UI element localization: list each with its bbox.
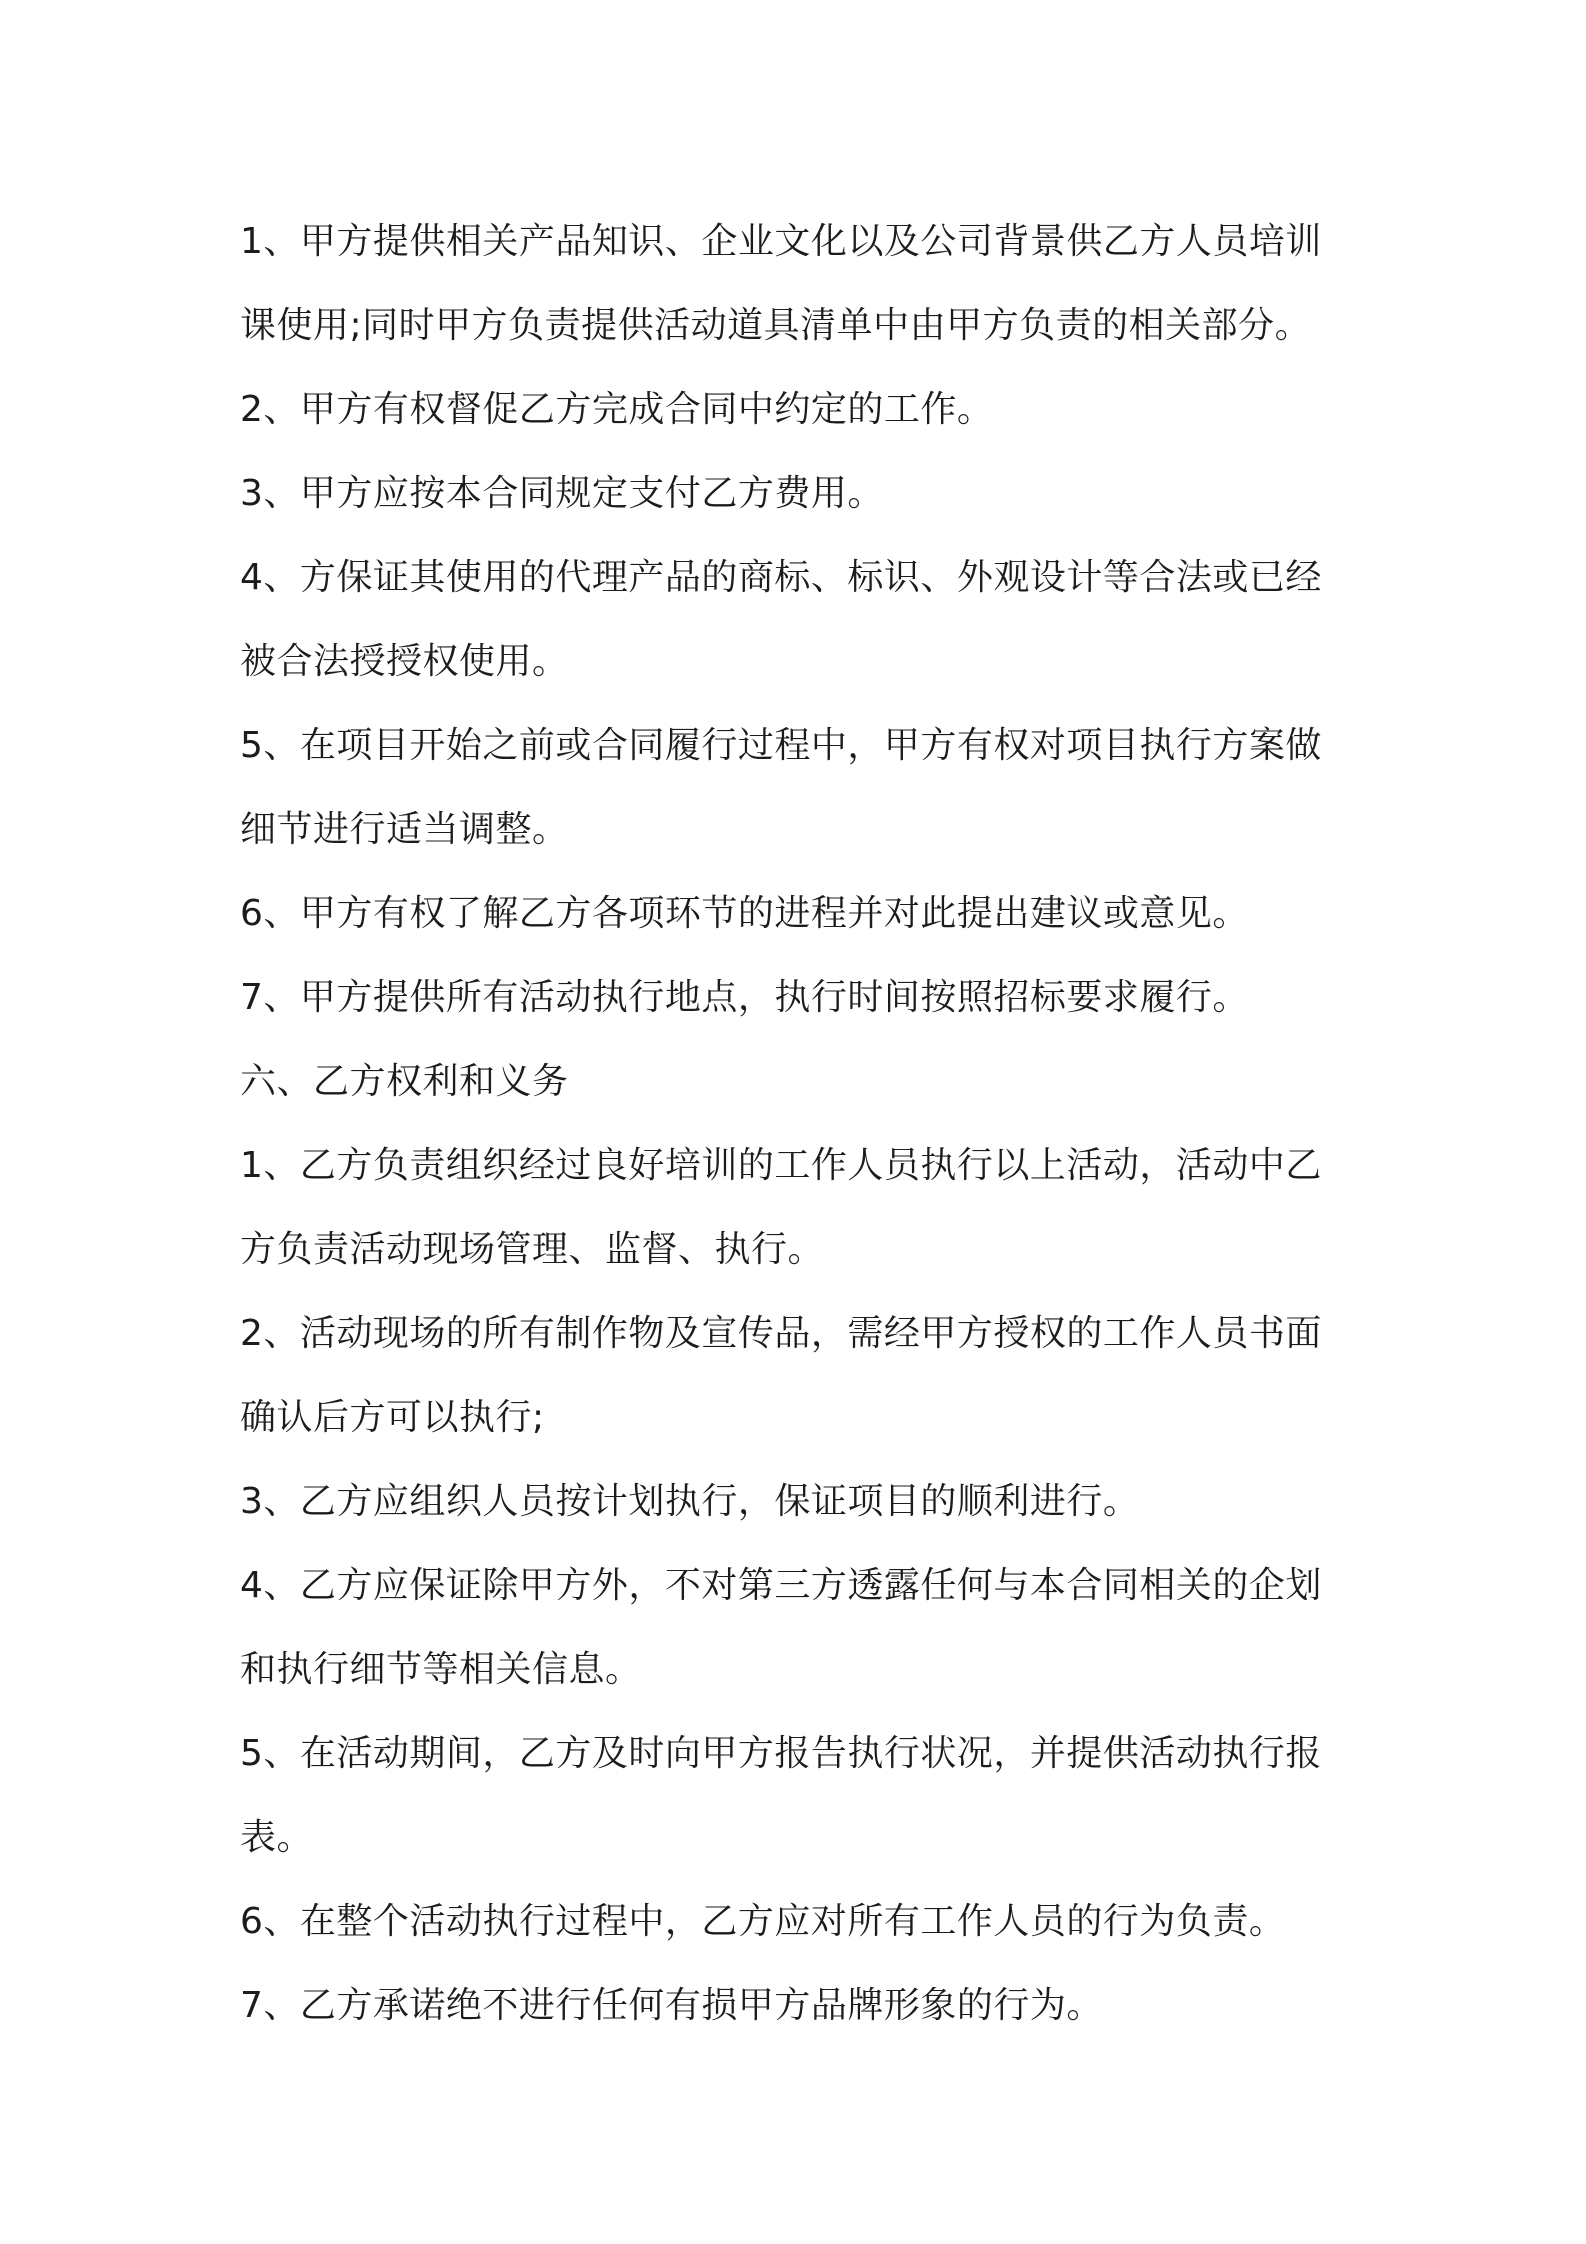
- text-line: 1、乙方负责组织经过良好培训的工作人员执行以上活动，活动中乙: [240, 1145, 1322, 1186]
- text-line: 6、在整个活动执行过程中，乙方应对所有工作人员的行为负责。: [240, 1901, 1286, 1942]
- text-line: 7、乙方承诺绝不进行任何有损甲方品牌形象的行为。: [240, 1985, 1103, 2026]
- text-line: 4、乙方应保证除甲方外，不对第三方透露任何与本合同相关的企划: [240, 1565, 1322, 1606]
- text-line: 课使用;同时甲方负责提供活动道具清单中由甲方负责的相关部分。: [240, 305, 1312, 346]
- text-line: 5、在项目开始之前或合同履行过程中，甲方有权对项目执行方案做: [240, 725, 1322, 766]
- text-line: 1、甲方提供相关产品知识、企业文化以及公司背景供乙方人员培训: [240, 221, 1322, 262]
- section-heading: 六、乙方权利和义务: [240, 1061, 569, 1102]
- text-line: 6、甲方有权了解乙方各项环节的进程并对此提出建议或意见。: [240, 893, 1249, 934]
- text-line: 2、甲方有权督促乙方完成合同中约定的工作。: [240, 389, 994, 430]
- text-line: 表。: [240, 1817, 314, 1858]
- text-line: 确认后方可以执行;: [240, 1397, 545, 1438]
- text-line: 被合法授授权使用。: [240, 641, 569, 682]
- document-body: [240, 200, 1360, 2048]
- text-line: 3、乙方应组织人员按计划执行，保证项目的顺利进行。: [240, 1481, 1140, 1522]
- text-line: 方负责活动现场管理、监督、执行。: [240, 1229, 825, 1270]
- text-line: 7、甲方提供所有活动执行地点，执行时间按照招标要求履行。: [240, 977, 1249, 1018]
- text-line: 和执行细节等相关信息。: [240, 1649, 642, 1690]
- text-line: 4、方保证其使用的代理产品的商标、标识、外观设计等合法或已经: [240, 557, 1322, 598]
- text-line: 5、在活动期间，乙方及时向甲方报告执行状况，并提供活动执行报: [240, 1733, 1322, 1774]
- text-line: 3、甲方应按本合同规定支付乙方费用。: [240, 473, 884, 514]
- text-line: 细节进行适当调整。: [240, 809, 569, 850]
- text-line: 2、活动现场的所有制作物及宣传品，需经甲方授权的工作人员书面: [240, 1313, 1322, 1354]
